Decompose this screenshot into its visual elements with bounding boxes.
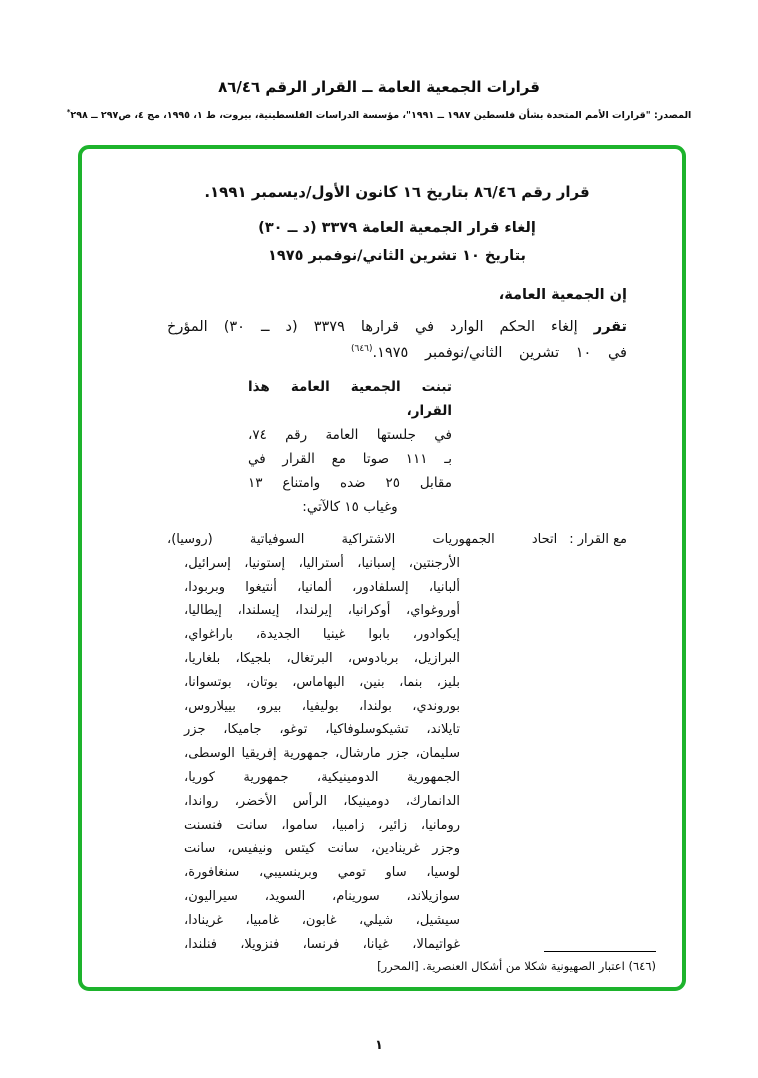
- vote-country-line: إيكوادور، بابوا غينيا الجديدة، باراغواي،: [184, 627, 460, 643]
- vote-country-line: الأرجنتين، إسبانيا، أستراليا، إستونيا، إسرائيل،: [184, 555, 460, 571]
- resolution-opening: إن الجمعية العامة،: [498, 287, 627, 303]
- footnote-area: [334, 951, 656, 974]
- decision-paragraph-line1: [167, 316, 627, 339]
- vote-country-line: اتحاد الجمهوريات الاشتراكية السوفياتية (روسيا)،: [167, 532, 558, 547]
- vote-country-line: رومانيا، زائير، زامبيا، ساموا، سانت فنسنت: [184, 817, 460, 833]
- resolution-box-content: [82, 149, 682, 987]
- adoption-line: في جلستها العامة رقم ٧٤،: [248, 427, 452, 443]
- resolution-subtitle-line1: إلغاء قرار الجمعية العامة ٣٣٧٩ (د ــ ٣٠): [258, 220, 536, 236]
- footnote-reference: (٦٤٦): [351, 344, 373, 355]
- source-citation-text: المصدر: "قرارات الأمم المتحدة بشأن فلسطين ١٩٨٧ ــ ١٩٩١"، مؤسسة الدراسات الفلسطينية، بيروت، ط ١، ١٩٩٥، مج ٤، ص٢٩٧ ــ ٢٩٨: [70, 110, 692, 122]
- vote-country-line: بليز، بنما، بنين، البهاماس، بوتان، بوتسوانا،: [184, 674, 460, 690]
- vote-country-line: ألبانيا، إلسلفادور، ألمانيا، أنتيغوا وبربودا،: [184, 579, 460, 595]
- page-title: قرارات الجمعية العامة ــ القرار الرقم ٨٦/٤٦: [218, 78, 540, 96]
- footnote-text: (٦٤٦) اعتبار الصهيونية شكلا من أشكال العنصرية. [المحرر]: [377, 959, 656, 973]
- page-number: ١: [375, 1038, 383, 1053]
- adoption-line: مقابل ٢٥ ضده وامتناع ١٣: [248, 475, 452, 491]
- resolution-subtitle-line2: بتاريخ ١٠ تشرين الثاني/نوفمبر ١٩٧٥: [268, 248, 526, 264]
- vote-country-line: لوسيا، ساو تومي وبرينسيبي، سنغافورة،: [184, 865, 460, 881]
- vote-country-list: [184, 552, 460, 957]
- decision-date: في ١٠ تشرين الثاني/نوفمبر ١٩٧٥.: [372, 345, 627, 361]
- vote-country-line: تايلاند، تشيكوسلوفاكيا، توغو، جاميكا، جزر: [184, 722, 460, 738]
- vote-country-line: البرازيل، بربادوس، البرتغال، بلجيكا، بلغاريا،: [184, 650, 460, 666]
- vote-country-line: سليمان، جزر مارشال، جمهورية إفريقيا الوسطى،: [184, 746, 460, 762]
- resolution-title: قرار رقم ٨٦/٤٦ بتاريخ ١٦ كانون الأول/ديسمبر ١٩٩١.: [204, 183, 590, 201]
- resolution-box: [78, 145, 686, 991]
- footnote-separator: [544, 951, 656, 952]
- vote-country-line: أوروغواي، أوكرانيا، إيرلندا، إيسلندا، إيطاليا،: [184, 603, 460, 619]
- vote-with-label: مع القرار :: [569, 532, 627, 547]
- source-citation: [40, 108, 718, 121]
- adoption-line: وغياب ١٥ كالآتي:: [302, 499, 398, 515]
- decision-verb: تقرر: [593, 319, 627, 335]
- vote-country-line: غواتيمالا، غيانا، فرنسا، فنزويلا، فنلندا،: [184, 936, 460, 952]
- vote-country-line: الجمهورية الدومينيكية، جمهورية كوريا،: [184, 769, 460, 785]
- decision-text: إلغاء الحكم الوارد في قرارها ٣٣٧٩ (د ــ ٣٠) المؤرخ: [167, 319, 594, 335]
- vote-country-line: بوروندي، بولندا، بوليفيا، بيرو، بييلاروس،: [184, 698, 460, 714]
- vote-country-line: وجزر غرينادين، سانت كيتس ونيفيس، سانت: [184, 841, 460, 857]
- vote-country-line: سيشيل، شيلي، غابون، غامبيا، غرينادا،: [184, 912, 460, 928]
- adoption-block: [248, 375, 452, 519]
- vote-country-line: سوازيلاند، سورينام، السويد، سيراليون،: [184, 888, 460, 904]
- source-note-mark: *: [66, 108, 71, 116]
- vote-country-line: الدانمارك، دومينيكا، الرأس الأخضر، رواندا،: [184, 793, 460, 809]
- adoption-line: تبنت الجمعية العامة هذا القرار،: [248, 379, 452, 419]
- decision-paragraph-line2: [351, 342, 627, 365]
- adoption-line: بـ ١١١ صوتا مع القرار في: [248, 451, 452, 467]
- vote-with-row: [167, 528, 627, 552]
